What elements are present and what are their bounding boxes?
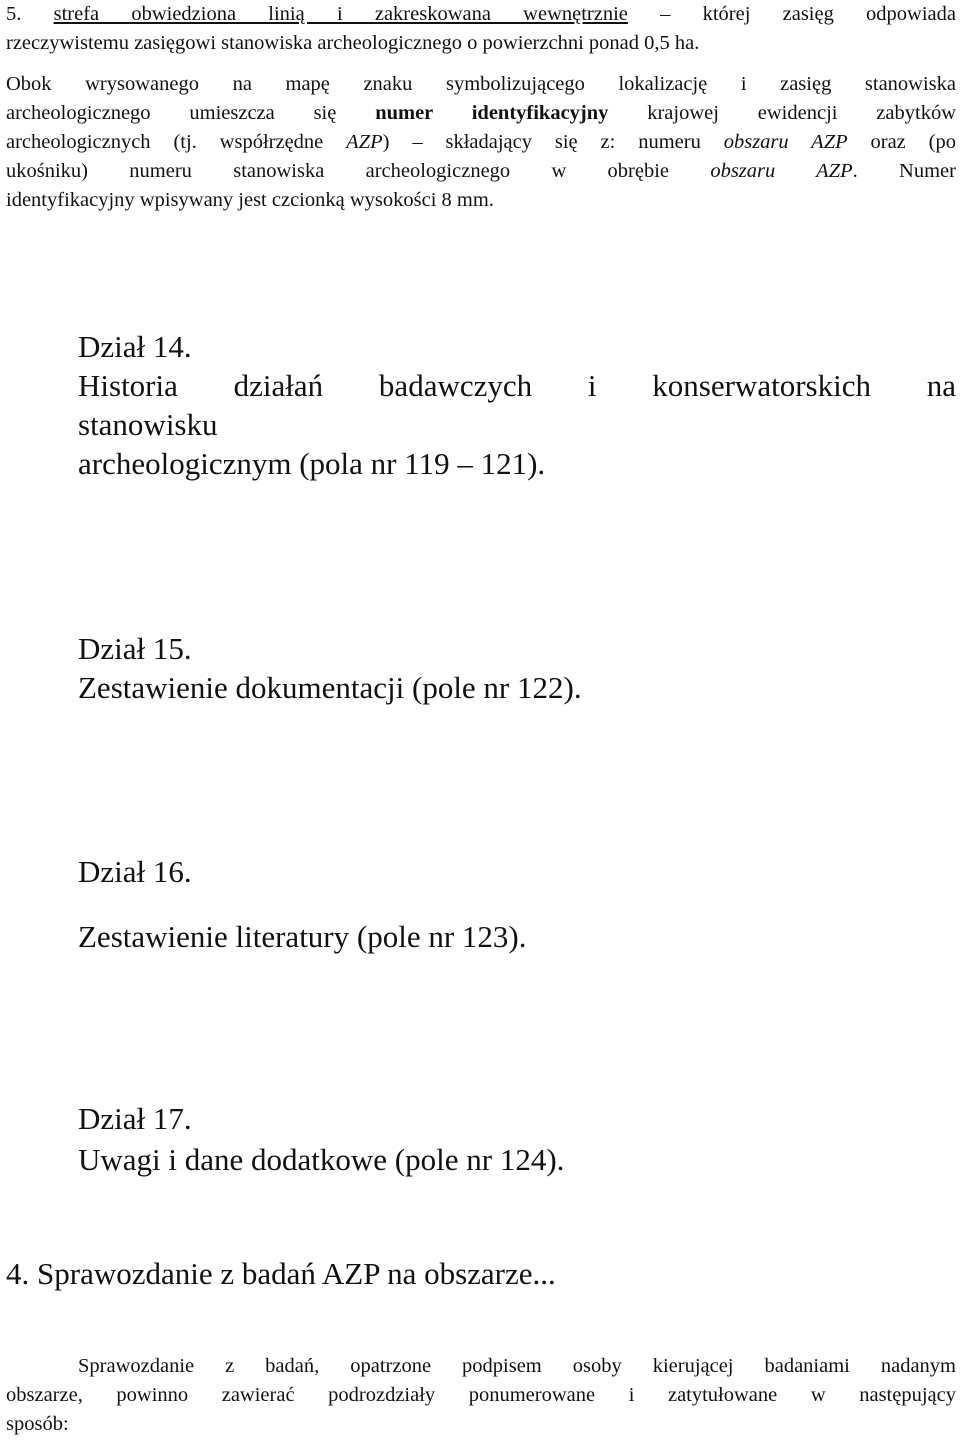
dzial17-label: Dział 17. xyxy=(78,1101,192,1136)
paragraph-line4 xyxy=(6,157,956,186)
dzial17-title: Uwagi i dane dodatkowe (pole nr 124). xyxy=(78,1142,565,1177)
dzial14-label: Dział 14. xyxy=(78,329,192,364)
dzial15-label: Dział 15. xyxy=(78,631,192,666)
paragraph-line3-b: ) – składający się z: numeru xyxy=(382,131,724,153)
item5-line1 xyxy=(6,0,956,29)
section4-heading: 4. Sprawozdanie z badań AZP na obszarze... xyxy=(6,1256,556,1291)
dzial15-title: Zestawienie dokumentacji (pole nr 122). xyxy=(78,670,582,705)
paragraph-line3 xyxy=(6,128,956,157)
paragraph-line2 xyxy=(6,99,956,128)
item5-number: 5. xyxy=(6,3,22,25)
section4-line3: sposób: xyxy=(6,1413,69,1435)
dzial14-title-line3: archeologicznym (pola nr 119 – 121). xyxy=(78,446,546,481)
item5-underlined-text: strefa obwiedziona linią i zakreskowana wewnętrznie xyxy=(53,3,628,25)
paragraph-bold-term: numer identyfikacyjny xyxy=(375,102,609,124)
paragraph-line1: Obok wrysowanego na mapę znaku symbolizującego lokalizację i zasięg stanowiska xyxy=(6,73,956,95)
paragraph-line2-a: archeologicznego umieszcza się xyxy=(6,102,376,124)
item5-line2: rzeczywistemu zasięgowi stanowiska archeologicznego o powierzchni ponad 0,5 ha. xyxy=(6,32,700,54)
paragraph-line3-c: oraz (po xyxy=(847,131,956,153)
dzial16-label: Dział 16. xyxy=(78,854,192,889)
item5-rest: – której zasięg odpowiada xyxy=(627,3,957,25)
dzial14-title-line2: stanowisku xyxy=(78,407,218,442)
section4-line2: obszarze, powinno zawierać podrozdziały ponumerowane i zatytułowane w następujący xyxy=(6,1384,956,1406)
dzial16-title: Zestawienie literatury (pole nr 123). xyxy=(78,919,527,954)
paragraph-line5: identyfikacyjny wpisywany jest czcionką wysokości 8 mm. xyxy=(6,189,494,211)
paragraph-line3-obszaru: obszaru AZP xyxy=(723,131,848,153)
paragraph-line4-a: ukośniku) numeru stanowiska archeologicznego w obrębie xyxy=(6,160,711,182)
paragraph-line3-azp: AZP xyxy=(346,131,383,153)
paragraph-line2-c: krajowej ewidencji zabytków xyxy=(608,102,956,124)
dzial14-title-line1: Historia działań badawczych i konserwatorskich na xyxy=(78,368,956,403)
section4-line1: Sprawozdanie z badań, opatrzone podpisem osoby kierującej badaniami nadanym xyxy=(78,1355,956,1377)
paragraph-line4-b: . Numer xyxy=(852,160,956,182)
paragraph-line3-a: archeologicznych (tj. współrzędne xyxy=(6,131,347,153)
paragraph-line4-obszaru: obszaru AZP xyxy=(710,160,853,182)
